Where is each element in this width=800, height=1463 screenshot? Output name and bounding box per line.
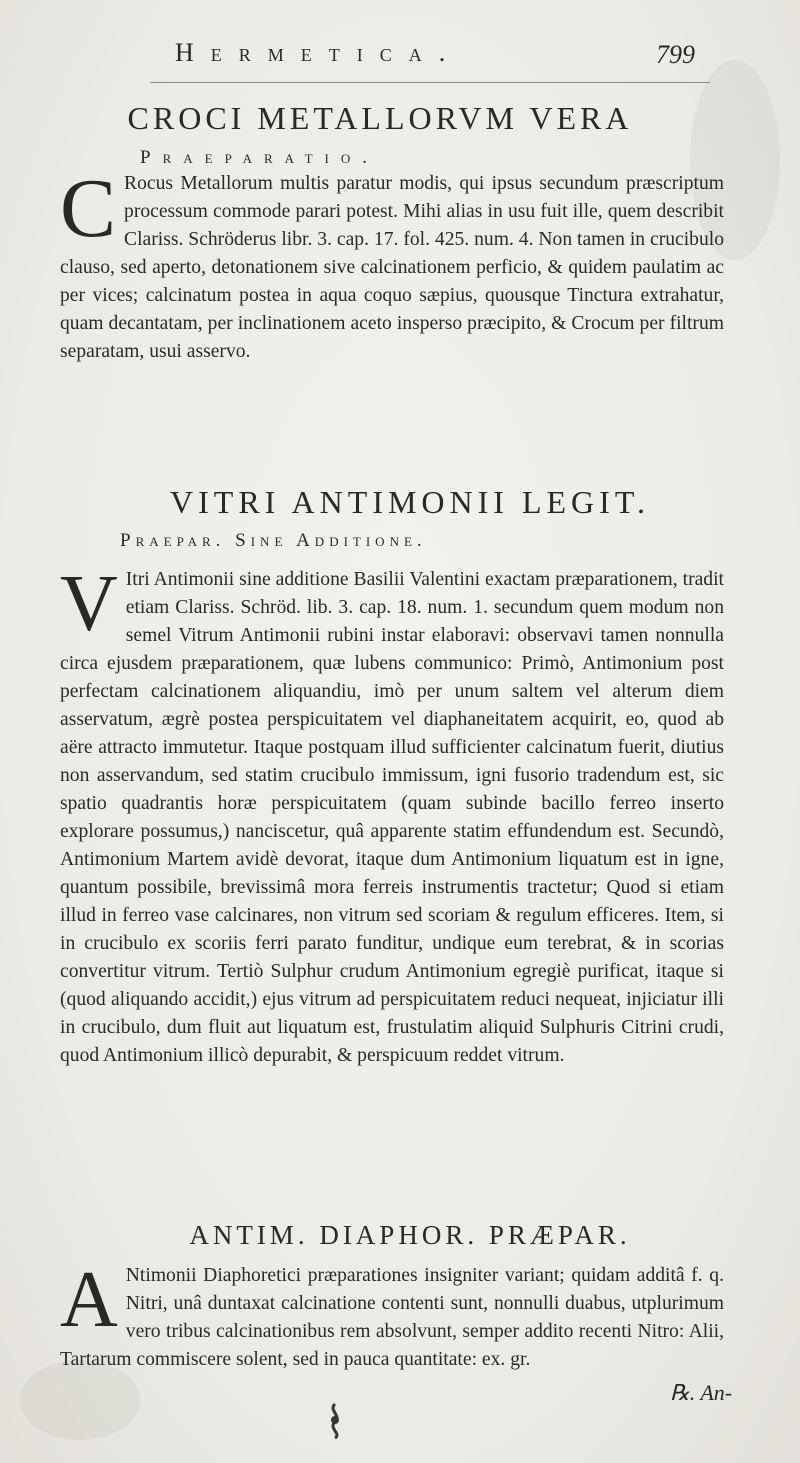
paragraph-text: Rocus Metallorum multis paratur modis, qui ipsus secundum præscriptum processum commode parari potest. Mihi alias in usu fuit ille, quem describit Clariss. Schröderus libr. 3. cap. 17. fol. 425. num. 4. Non tamen in crucibulo clauso, sed aperto, detonationem sive calcinationem perficio, & quidem paulatim ac per vices; calcinatum postea in aqua coquo sæpius, quousque Tinctura extrahatur, quam decantatam, per inclinationem aceto insperso præcipito, & Crocum per filtrum separatam, usui asservo. <box>60 173 724 362</box>
dropcap: C <box>60 162 117 255</box>
header-rule <box>150 82 710 83</box>
paragraph-croci <box>60 162 724 470</box>
flourish-ornament-icon <box>320 1400 350 1440</box>
running-head-title: Hermetica. <box>175 38 463 67</box>
section-heading-vitri: VITRI ANTIMONII LEGIT. <box>170 484 650 520</box>
dropcap: A <box>60 1256 118 1344</box>
paragraph-vitri <box>60 560 724 1206</box>
section-heading-antim-diaphor: ANTIM. DIAPHOR. PRÆPAR. <box>189 1220 631 1250</box>
dropcap: V <box>60 560 118 648</box>
section-heading-croci: CROCI METALLORVM VERA <box>127 100 633 136</box>
paragraph-antim-diaphor <box>60 1256 724 1392</box>
section-subheading-praeparatio: Praeparatio. <box>140 147 380 168</box>
paragraph-text: Itri Antimonii sine additione Basilii Valentini exactam præparationem, tradit etiam Clariss. Schröd. lib. 3. cap. 18. num. 1. secundum quem modum non semel Vitrum Antimonii rubini instar elaboravi: observavi tamen nonnulla circa ejusdem præparationem, quæ lubens communico: Primò, Antimonium post perfectam calcinationem aliquandiu, imò per unum saltem vel alterum diem asservatum, ægrè postea perspicuitatem vel diaphaneitatem acquirit, eo, quod ab aëre attracto immutetur. Itaque postquam illud sufficienter calcinatum fuerit, diutius non asservandum, sed statim crucibulo immissum, igni fusorio tradendum est, sic spatio quadrantis horæ perspicuitatem (quam subinde bacillo ferreo inserto explorare possumus,) nanciscetur, quâ apparente statim effundendum est. Secundò, Antimonium Martem avidè devorat, itaque dum Antimonium liquatum est in igne, quantum possibile, brevissimâ mora ferreis instrumentis tractetur; Quod si etiam illud in ferreo vase calcinares, non vitrum sed scoriam & regulum efficeres. Item, si in crucibulo ex scoriis ferri parato funditur, undique eum terebrat, & in scorias convertitur vitrum. Tertiò Sulphur crudum Antimonium egregiè purificat, itaque si (quod aliquando accidit,) ejus vitrum ad perspicuitatem reduci nequeat, injiciatur illi in crucibulo, dum fluit aut liquatum est, frustulatim aliquid Sulphuris Citrini crudi, quod Antimonium illicò depurabit, & perspicuum reddet vitrum. <box>60 569 724 1066</box>
page-number: 799 <box>656 40 695 69</box>
section-subheading-sine-additione: Praepar. Sine Additione. <box>120 530 427 551</box>
catchword: ℞. An- <box>670 1380 733 1405</box>
running-head <box>175 38 695 74</box>
paragraph-text: Ntimonii Diaphoretici præparationes insigniter variant; quidam additâ f. q. Nitri, unâ duntaxat calcinatione contenti sunt, nonnulli duabus, utplurimum vero tribus calcinationibus rem absolvunt, semper addito recenti Nitro: Alii, Tartarum commiscere solent, sed in pauca quantitate: ex. gr. <box>60 1265 724 1370</box>
